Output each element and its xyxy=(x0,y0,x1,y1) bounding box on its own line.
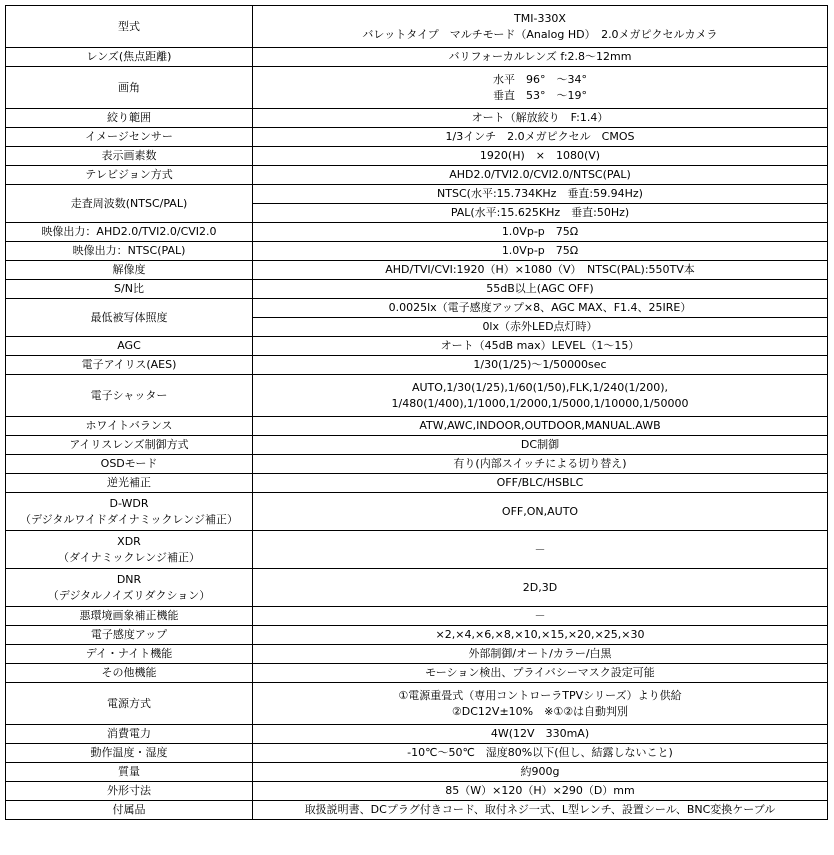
spec-row xyxy=(6,166,828,185)
spec-row xyxy=(6,782,828,801)
spec-table xyxy=(5,5,828,820)
spec-value-line: － xyxy=(534,609,546,622)
spec-value-line: － xyxy=(534,542,546,556)
spec-value xyxy=(253,67,828,109)
spec-value xyxy=(253,204,828,223)
spec-label xyxy=(6,725,253,744)
spec-value-line: 垂直 53° ～19° xyxy=(493,88,587,102)
spec-label-line: 表示画素数 xyxy=(101,149,157,162)
spec-value xyxy=(253,763,828,782)
spec-value xyxy=(253,128,828,147)
spec-row xyxy=(6,474,828,493)
spec-label-line: アイリスレンズ制御方式 xyxy=(69,438,189,451)
spec-label xyxy=(6,763,253,782)
spec-value-line: PAL(水平:15.625KHz 垂直:50Hz) xyxy=(450,206,630,219)
spec-value-line: 1.0Vp-p 75Ω xyxy=(501,225,579,238)
spec-value-line: 0.0025lx（電子感度アップ×8、AGC MAX、F1.4、25IRE） xyxy=(388,301,692,314)
spec-label xyxy=(6,109,253,128)
spec-label-line: 絞り範囲 xyxy=(107,111,151,124)
spec-label xyxy=(6,67,253,109)
spec-label xyxy=(6,607,253,626)
spec-value-line: 2D,3D xyxy=(522,580,558,594)
spec-row xyxy=(6,436,828,455)
spec-value xyxy=(253,531,828,569)
spec-value xyxy=(253,109,828,128)
spec-label xyxy=(6,744,253,763)
spec-value-line: 1/480(1/400),1/1000,1/2000,1/5000,1/10000,1/50000 xyxy=(391,396,689,410)
spec-label-line: 付属品 xyxy=(112,803,146,816)
spec-value xyxy=(253,299,828,318)
spec-value-line: AHD/TVI/CVI:1920（H）×1080（V） NTSC(PAL):550TV本 xyxy=(385,263,695,276)
spec-row xyxy=(6,223,828,242)
spec-value-line: OFF,ON,AUTO xyxy=(501,504,579,518)
spec-row xyxy=(6,299,828,318)
spec-value xyxy=(253,261,828,280)
spec-value-line: 外部制御/オート/カラー/白黒 xyxy=(468,647,612,660)
spec-label-line: （ダイナミックレンジ補正） xyxy=(57,550,200,564)
spec-label-line: DNR xyxy=(116,572,142,586)
spec-row xyxy=(6,664,828,683)
spec-value-line: 1.0Vp-p 75Ω xyxy=(501,244,579,257)
spec-value-line: 4W(12V 330mA) xyxy=(490,727,590,740)
spec-value xyxy=(253,185,828,204)
spec-value xyxy=(253,147,828,166)
spec-label xyxy=(6,474,253,493)
spec-value xyxy=(253,280,828,299)
spec-label-line: 解像度 xyxy=(112,263,146,276)
spec-value xyxy=(253,48,828,67)
spec-label xyxy=(6,147,253,166)
spec-value xyxy=(253,801,828,820)
spec-value xyxy=(253,375,828,417)
spec-value-line: オート（45dB max）LEVEL（1～15） xyxy=(440,339,640,352)
spec-value-line: オート（解放絞り F:1.4） xyxy=(471,111,609,124)
spec-row xyxy=(6,683,828,725)
spec-value-line: 0lx（赤外LED点灯時） xyxy=(482,320,598,333)
spec-label-line: XDR xyxy=(117,534,141,548)
spec-value xyxy=(253,318,828,337)
spec-label-line: 質量 xyxy=(118,765,140,778)
spec-label xyxy=(6,664,253,683)
spec-label xyxy=(6,436,253,455)
spec-value xyxy=(253,417,828,436)
spec-value xyxy=(253,337,828,356)
spec-label-line: ホワイトバランス xyxy=(85,419,173,432)
spec-label xyxy=(6,569,253,607)
spec-label-line: 逆光補正 xyxy=(107,476,151,489)
spec-label xyxy=(6,417,253,436)
spec-label-line: 型式 xyxy=(118,19,140,33)
spec-value-line: ATW,AWC,INDOOR,OUTDOOR,MANUAL.AWB xyxy=(419,419,661,432)
spec-label-line: D-WDR xyxy=(109,496,149,510)
spec-value-line: 水平 96° ～34° xyxy=(493,72,587,86)
spec-value-line: 取扱説明書、DCプラグ付きコード、取付ネジ一式、L型レンチ、設置シール、BNC変換ケーブル xyxy=(304,803,776,816)
spec-label-line: OSDモード xyxy=(100,457,158,470)
spec-value-line: ②DC12V±10% ※①②は自動判別 xyxy=(451,704,629,718)
spec-value xyxy=(253,782,828,801)
spec-value xyxy=(253,626,828,645)
spec-value-line: 1920(H) × 1080(V) xyxy=(479,149,601,162)
spec-label xyxy=(6,128,253,147)
spec-label xyxy=(6,6,253,48)
spec-row xyxy=(6,417,828,436)
spec-label xyxy=(6,185,253,223)
spec-value xyxy=(253,166,828,185)
spec-value-line: 85（W）×120（H）×290（D）mm xyxy=(445,784,635,797)
spec-label xyxy=(6,375,253,417)
spec-value xyxy=(253,223,828,242)
spec-label xyxy=(6,166,253,185)
spec-label-line: 最低被写体照度 xyxy=(90,310,168,324)
spec-label xyxy=(6,531,253,569)
spec-label xyxy=(6,356,253,375)
spec-value xyxy=(253,725,828,744)
spec-label-line: 外形寸法 xyxy=(107,784,151,797)
spec-value-line: バレットタイプ マルチモード（Analog HD） 2.0メガピクセルカメラ xyxy=(362,27,718,41)
spec-label xyxy=(6,626,253,645)
spec-value-line: ×2,×4,×6,×8,×10,×15,×20,×25,×30 xyxy=(435,628,645,641)
spec-value xyxy=(253,664,828,683)
spec-value-line: 1/3インチ 2.0メガピクセル CMOS xyxy=(445,130,635,143)
spec-label-line: 電子シャッター xyxy=(90,388,168,402)
spec-row xyxy=(6,744,828,763)
spec-value xyxy=(253,607,828,626)
spec-row xyxy=(6,185,828,204)
spec-label xyxy=(6,337,253,356)
spec-value-line: 約900g xyxy=(520,765,560,778)
spec-row xyxy=(6,337,828,356)
spec-value-line: AUTO,1/30(1/25),1/60(1/50),FLK,1/240(1/200), xyxy=(411,380,669,394)
spec-row xyxy=(6,607,828,626)
spec-value xyxy=(253,356,828,375)
spec-row xyxy=(6,128,828,147)
spec-value xyxy=(253,242,828,261)
spec-value-line: ①電源重畳式（専用コントローラTPVシリーズ）より供給 xyxy=(398,688,682,702)
spec-row xyxy=(6,356,828,375)
spec-label xyxy=(6,493,253,531)
spec-label-line: レンズ(焦点距離) xyxy=(86,50,172,63)
spec-value-line: バリフォーカルレンズ f:2.8～12mm xyxy=(448,50,632,63)
spec-label-line: 電源方式 xyxy=(107,696,151,710)
spec-label xyxy=(6,683,253,725)
spec-value xyxy=(253,569,828,607)
spec-row xyxy=(6,242,828,261)
spec-label-line: 電子感度アップ xyxy=(90,628,168,641)
spec-label xyxy=(6,280,253,299)
spec-value-line: 1/30(1/25)～1/50000sec xyxy=(473,358,607,371)
spec-value xyxy=(253,455,828,474)
spec-value-line: AHD2.0/TVI2.0/CVI2.0/NTSC(PAL) xyxy=(449,168,631,181)
spec-label-line: デイ・ナイト機能 xyxy=(85,647,173,660)
spec-label-line: 悪環境画象補正機能 xyxy=(79,609,179,622)
spec-row xyxy=(6,109,828,128)
spec-value-line: 有り(内部スイッチによる切り替え) xyxy=(453,457,627,470)
spec-label-line: 映像出力：AHD2.0/TVI2.0/CVI2.0 xyxy=(41,225,217,238)
spec-label-line: 動作温度・湿度 xyxy=(90,746,168,759)
spec-value xyxy=(253,645,828,664)
spec-label-line: 画角 xyxy=(118,80,140,94)
spec-label-line: 消費電力 xyxy=(107,727,151,740)
spec-row xyxy=(6,261,828,280)
spec-value xyxy=(253,6,828,48)
spec-row xyxy=(6,147,828,166)
spec-value-line: TMI-330X xyxy=(514,11,566,25)
spec-value-line: DC制御 xyxy=(520,438,560,451)
spec-value xyxy=(253,493,828,531)
spec-label xyxy=(6,455,253,474)
spec-row xyxy=(6,375,828,417)
spec-row xyxy=(6,801,828,820)
spec-value xyxy=(253,683,828,725)
spec-label xyxy=(6,801,253,820)
spec-label-line: イメージセンサー xyxy=(85,130,173,143)
spec-label xyxy=(6,242,253,261)
spec-value-line: -10℃～50℃ 湿度80%以下(但し、結露しないこと) xyxy=(407,746,673,759)
spec-row xyxy=(6,455,828,474)
spec-label xyxy=(6,782,253,801)
spec-label-line: AGC xyxy=(117,339,141,352)
spec-row xyxy=(6,493,828,531)
spec-row xyxy=(6,763,828,782)
spec-value-line: OFF/BLC/HSBLC xyxy=(496,476,584,489)
spec-value xyxy=(253,744,828,763)
spec-label xyxy=(6,261,253,280)
spec-row xyxy=(6,531,828,569)
spec-value-line: モーション検出、プライバシーマスク設定可能 xyxy=(425,666,655,679)
spec-row xyxy=(6,280,828,299)
spec-value-line: NTSC(水平:15.734KHz 垂直:59.94Hz) xyxy=(437,187,643,200)
spec-row xyxy=(6,48,828,67)
spec-row xyxy=(6,67,828,109)
spec-label-line: 映像出力：NTSC(PAL) xyxy=(72,244,186,257)
spec-label-line: 走査周波数(NTSC/PAL) xyxy=(70,196,188,210)
spec-label-line: 電子アイリス(AES) xyxy=(81,358,177,371)
spec-label xyxy=(6,645,253,664)
spec-value-line: 55dB以上(AGC OFF) xyxy=(486,282,594,295)
spec-label-line: S/N比 xyxy=(114,282,144,295)
spec-label xyxy=(6,223,253,242)
spec-label-line: （デジタルノイズリダクション） xyxy=(47,588,211,602)
spec-row xyxy=(6,645,828,664)
spec-label-line: （デジタルワイドダイナミックレンジ補正） xyxy=(19,512,239,526)
spec-label-line: テレビジョン方式 xyxy=(85,168,173,181)
spec-row xyxy=(6,725,828,744)
spec-label xyxy=(6,299,253,337)
spec-value xyxy=(253,474,828,493)
spec-row xyxy=(6,569,828,607)
spec-label-line: その他機能 xyxy=(101,666,157,679)
spec-row xyxy=(6,626,828,645)
spec-row xyxy=(6,6,828,48)
spec-value xyxy=(253,436,828,455)
spec-label xyxy=(6,48,253,67)
